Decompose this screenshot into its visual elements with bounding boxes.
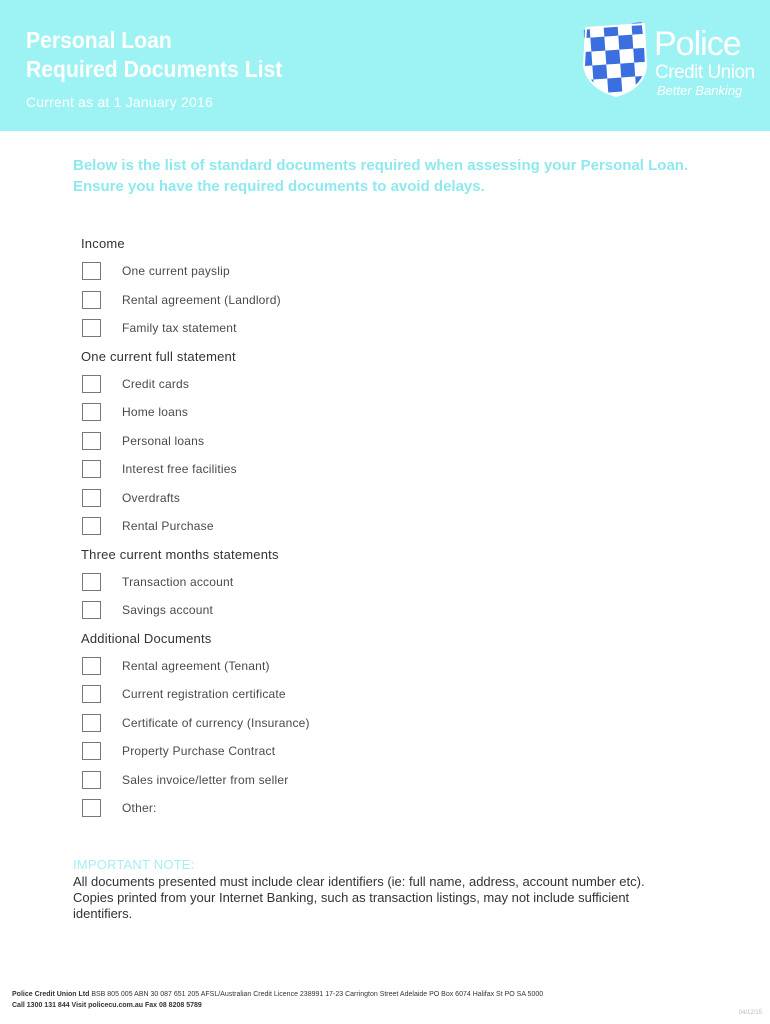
checklist-item-label: Interest free facilities — [122, 462, 237, 476]
checklist-item-label: Certificate of currency (Insurance) — [122, 715, 310, 730]
footer-contact-details — [12, 1002, 202, 1009]
checklist-item — [82, 291, 582, 310]
checklist-item-label: Credit cards — [122, 376, 190, 391]
checklist-item — [82, 432, 582, 451]
checklist-item-label: Rental agreement (Landlord) — [122, 292, 281, 307]
checklist-item-label: Savings account — [122, 603, 214, 617]
document-code: 04/12/15 — [738, 1010, 762, 1016]
checkbox[interactable] — [82, 432, 101, 450]
checklist-item-label: One current payslip — [122, 264, 230, 278]
title-line-2: Required Documents List — [26, 56, 283, 82]
police-credit-union-logo — [578, 22, 768, 102]
checklist-item-label: Rental agreement (Tenant) — [122, 658, 270, 673]
checklist-item — [82, 573, 582, 592]
checkbox[interactable] — [82, 685, 101, 703]
checklist-item-label: Transaction account — [122, 574, 234, 589]
checkbox[interactable] — [82, 601, 101, 619]
checkbox[interactable] — [82, 517, 101, 535]
section-heading: Income — [81, 236, 125, 251]
checklist-item-label: Rental Purchase — [122, 519, 214, 533]
checkbox[interactable] — [82, 460, 101, 478]
checklist-item — [82, 742, 582, 761]
logo-brand-line2: Credit Union — [655, 62, 755, 83]
checkbox[interactable] — [82, 375, 101, 393]
checkbox[interactable] — [82, 319, 101, 337]
checklist-item — [82, 403, 582, 422]
checklist-item — [82, 657, 582, 676]
footer-company-name: Police Credit Union Ltd — [12, 991, 90, 998]
checklist-item-label: Current registration certificate — [122, 687, 286, 701]
checklist-item-label: Home loans — [122, 405, 189, 419]
checkbox[interactable] — [82, 657, 101, 675]
checklist-item-label: Sales invoice/letter from seller — [122, 772, 289, 787]
checklist-item-label: Family tax statement — [122, 321, 237, 335]
checkbox[interactable] — [82, 771, 101, 789]
checklist-item — [82, 262, 582, 281]
checklist-item — [82, 460, 582, 479]
checklist-item — [82, 517, 582, 536]
checklist-item-label: Property Purchase Contract — [122, 744, 276, 758]
logo-tagline: Better Banking — [657, 83, 743, 98]
checkbox[interactable] — [82, 714, 101, 732]
checkbox[interactable] — [82, 291, 101, 309]
date-subtitle: Current as at 1 January 2016 — [26, 94, 213, 110]
checkbox[interactable] — [82, 489, 101, 507]
checkered-shield-icon — [578, 22, 650, 98]
logo-brand-text: Police — [654, 25, 741, 63]
checklist-item-label: Other: — [122, 801, 157, 815]
checklist-item — [82, 714, 582, 733]
footer-company-details — [12, 991, 543, 998]
footer-company-info: BSB 805 005 ABN 30 087 651 205 AFSL/Australian Credit Licence 238991 17-23 Carrington Street Adelaide PO Box 6074 Halifax St PO SA 5000 — [89, 991, 544, 998]
checkbox[interactable] — [82, 799, 101, 817]
checklist-item — [82, 771, 582, 790]
page-title — [26, 26, 282, 84]
checkbox[interactable] — [82, 742, 101, 760]
header-banner — [0, 0, 770, 131]
section-heading: Additional Documents — [81, 630, 212, 646]
intro-line-2: Ensure you have the required documents to avoid delays. — [73, 178, 485, 195]
intro-text — [73, 155, 753, 197]
checklist-item — [82, 489, 582, 508]
checkbox[interactable] — [82, 573, 101, 591]
important-note-body: All documents presented must include clear identifiers (ie: full name, address, account number etc). Copies printed from your Internet Banking, such as transaction listings, may not include sufficient identifiers. — [73, 874, 645, 921]
checklist-item-label: Personal loans — [122, 433, 205, 448]
section-heading: One current full statement — [81, 348, 236, 364]
footer-contact-text: Call 1300 131 844 Visit policecu.com.au Fax 08 8208 5789 — [12, 1002, 202, 1009]
checkbox[interactable] — [82, 262, 101, 280]
important-note-heading: IMPORTANT NOTE: — [73, 857, 195, 872]
checklist-item — [82, 319, 582, 338]
title-line-1: Personal Loan — [26, 27, 172, 53]
checklist-item — [82, 799, 582, 818]
intro-line-1: Below is the list of standard documents required when assessing your Personal Loan. — [73, 157, 689, 174]
checkbox[interactable] — [82, 403, 101, 421]
checklist-item — [82, 601, 582, 620]
checklist-item — [82, 685, 582, 704]
checklist-item — [82, 375, 582, 394]
section-heading: Three current months statements — [81, 546, 279, 562]
checklist-item-label: Overdrafts — [122, 490, 181, 505]
